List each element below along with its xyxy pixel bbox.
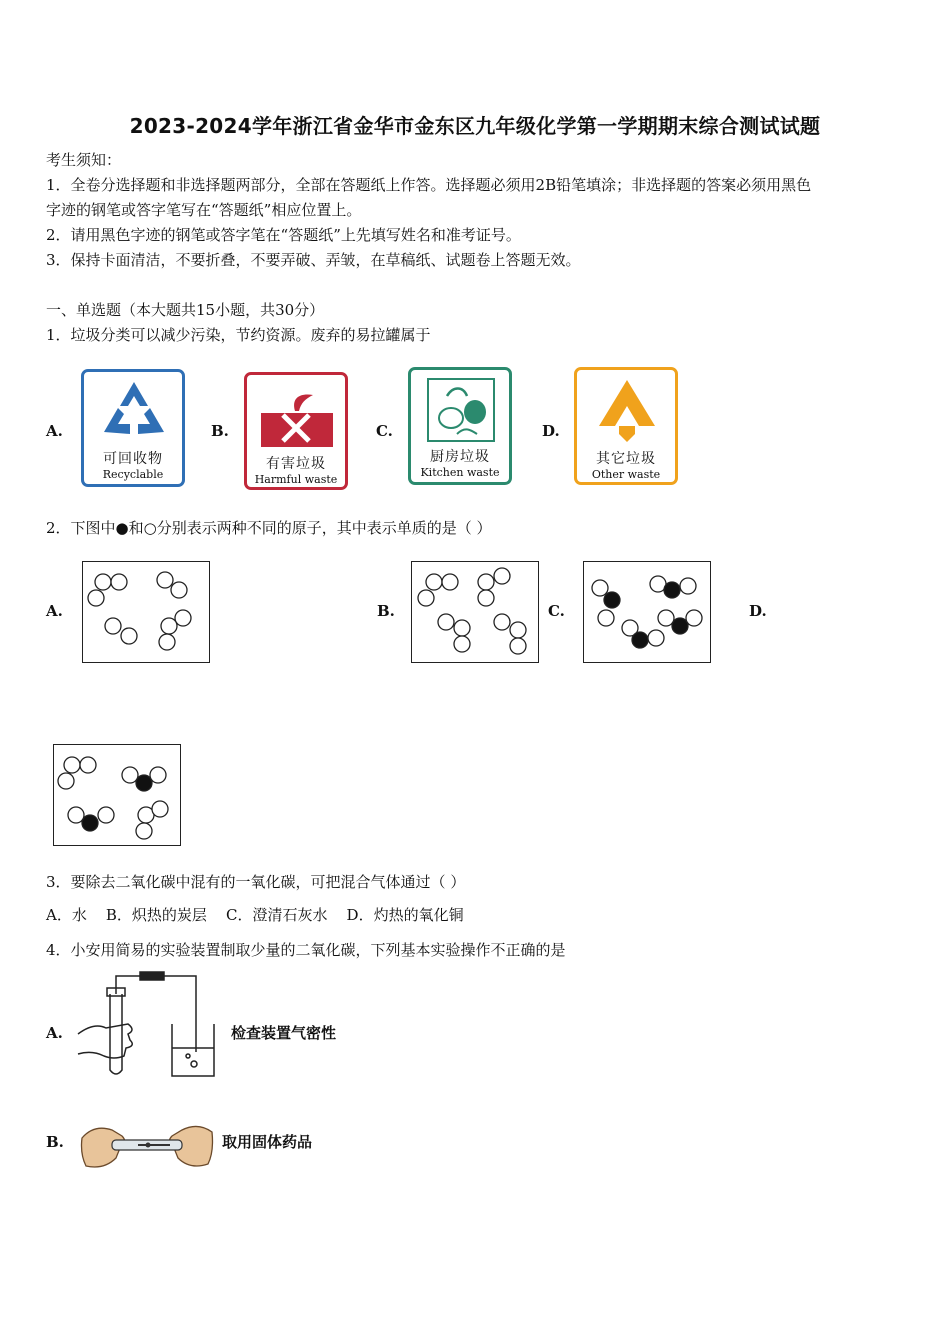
harmful-en-label: Harmful waste	[254, 473, 338, 486]
notice-item-3: 3．保持卡面清洁，不要折叠，不要弄破、弄皱，在草稿纸、试题卷上答题无效。	[46, 251, 581, 269]
q2-option-b-label[interactable]: B.	[377, 602, 395, 620]
q4-option-a-label[interactable]: A.	[46, 1024, 63, 1042]
q4-option-b-label[interactable]: B.	[46, 1133, 64, 1151]
harmful-bin[interactable]	[244, 372, 348, 490]
other-cn-label: 其它垃圾	[596, 451, 656, 467]
recyclable-cn-label: 可回收物	[103, 451, 163, 467]
question-3-stem: 3．要除去二氧化碳中混有的一氧化碳，可把混合气体通过（ ）	[46, 873, 466, 891]
question-2-stem: 2．下图中●和○分别表示两种不同的原子，其中表示单质的是（ ）	[46, 519, 492, 537]
q2-molecule-diagram-b[interactable]	[411, 561, 539, 663]
kitchen-bin[interactable]	[408, 367, 512, 485]
other-en-label: Other waste	[591, 468, 661, 481]
recyclable-en-label: Recyclable	[102, 468, 164, 481]
notice-item-1: 1．全卷分选择题和非选择题两部分，全部在答题纸上作答。选择题必须用2B铅笔填涂；非选择题的答案必须用黑色	[46, 176, 812, 194]
section-heading: 一、单选题（本大题共15小题，共30分）	[46, 301, 325, 319]
other-waste-icon	[593, 376, 661, 444]
q2-option-c-label[interactable]: C.	[548, 602, 565, 620]
notice-item-1-cont: 字迹的钢笔或答字笔写在“答题纸”相应位置上。	[46, 201, 362, 219]
q1-option-c-label[interactable]: C.	[376, 422, 393, 440]
kitchen-cn-label: 厨房垃圾	[430, 449, 490, 465]
recyclable-bin[interactable]	[81, 369, 185, 487]
recycle-icon	[98, 378, 170, 442]
kitchen-waste-icon	[427, 378, 495, 442]
q1-option-b-label[interactable]: B.	[211, 422, 229, 440]
q2-molecule-diagram-d[interactable]	[53, 744, 181, 846]
solid-reagent-apparatus	[78, 1118, 216, 1174]
q4-option-b-text: 取用固体药品	[222, 1133, 313, 1151]
airtightness-check-apparatus	[74, 968, 224, 1080]
q2-molecule-diagram-a[interactable]	[82, 561, 210, 663]
q1-option-a-label[interactable]: A.	[46, 422, 63, 440]
q2-option-a-label[interactable]: A.	[46, 602, 63, 620]
page-title: 2023-2024学年浙江省金华市金东区九年级化学第一学期期末综合测试试题	[129, 114, 821, 138]
other-bin[interactable]	[574, 367, 678, 485]
question-3-options[interactable]: A．水 B．炽热的炭层 C．澄清石灰水 D．灼热的氧化铜	[46, 906, 464, 924]
notice-heading: 考生须知：	[46, 151, 122, 169]
harmful-cn-label: 有害垃圾	[266, 456, 326, 472]
question-4-stem: 4．小安用简易的实验装置制取少量的二氧化碳，下列基本实验操作不正确的是	[46, 941, 566, 959]
question-1-stem: 1．垃圾分类可以减少污染，节约资源。废弃的易拉罐属于	[46, 326, 431, 344]
notice-item-2: 2．请用黑色字迹的钢笔或答字笔在“答题纸”上先填写姓名和准考证号。	[46, 226, 521, 244]
q1-option-d-label[interactable]: D.	[542, 422, 560, 440]
q2-option-d-label[interactable]: D.	[749, 602, 767, 620]
harmful-waste-icon	[261, 383, 333, 447]
q2-molecule-diagram-c[interactable]	[583, 561, 711, 663]
q4-option-a-text: 检查装置气密性	[231, 1024, 337, 1042]
kitchen-en-label: Kitchen waste	[420, 466, 500, 479]
